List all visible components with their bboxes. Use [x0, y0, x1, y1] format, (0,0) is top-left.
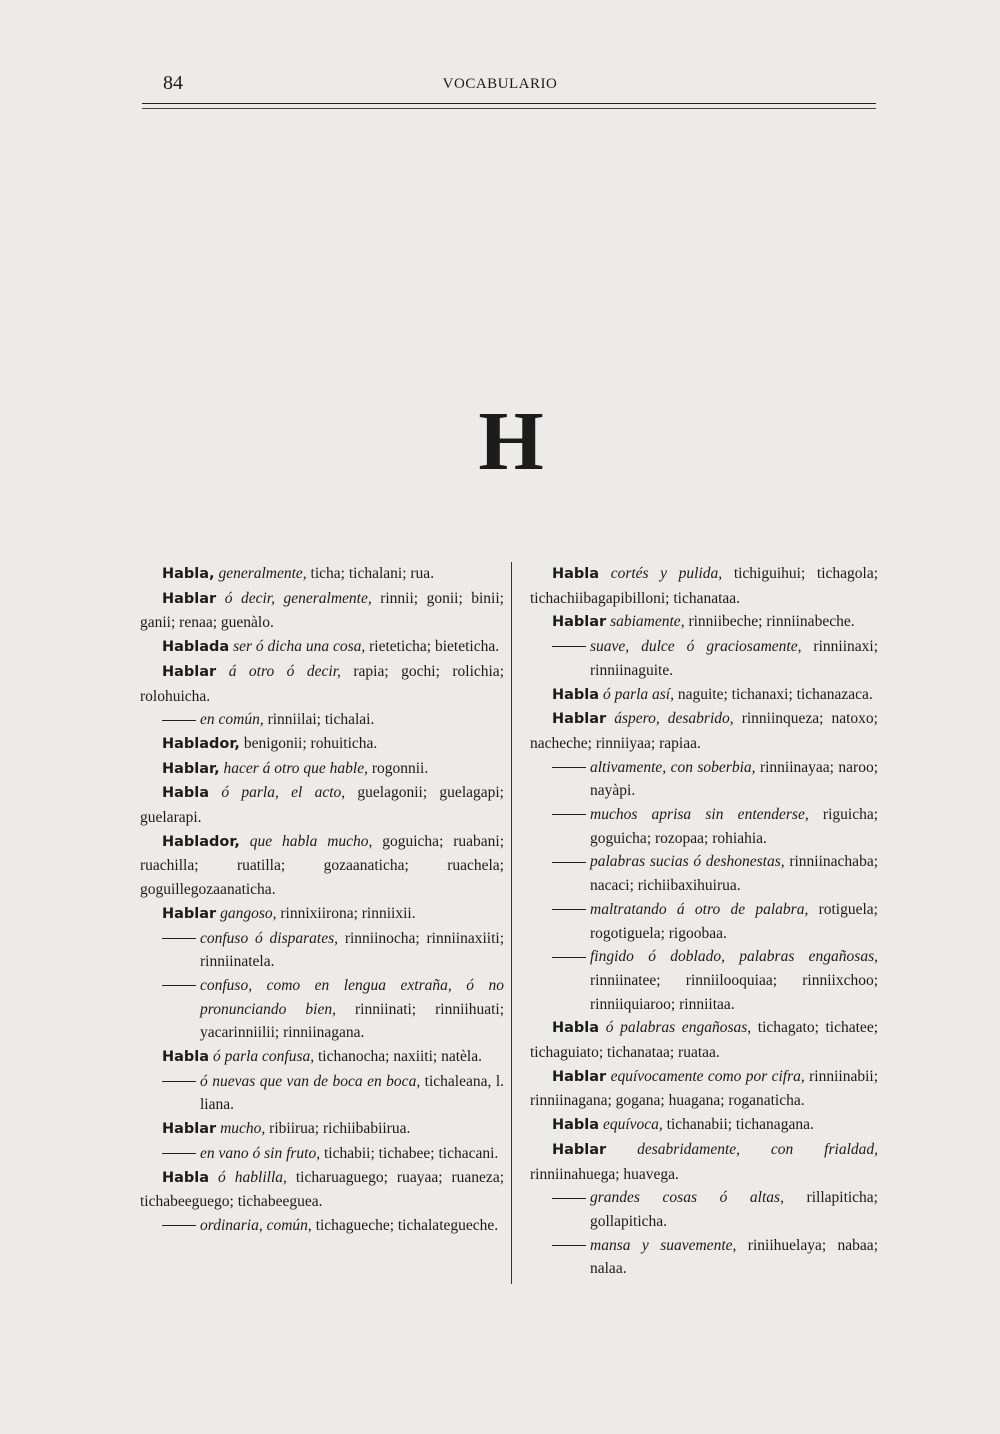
dictionary-entry — [530, 1065, 878, 1113]
repeat-dash — [140, 927, 200, 951]
gloss: ó parla, el acto, — [221, 784, 346, 802]
dictionary-entry — [530, 1113, 878, 1138]
sub-entry-body — [200, 974, 504, 1045]
gloss: grandes cosas ó altas, — [590, 1189, 784, 1207]
headword: Hablar — [162, 1121, 217, 1138]
gloss: que habla mucho, — [249, 832, 373, 850]
repeat-dash — [140, 974, 200, 998]
translation: benigonii; rohuiticha. — [243, 734, 378, 752]
headword: Hablar — [162, 590, 217, 607]
translation: riniihuelaya; nabaa; nalaa. — [590, 1236, 878, 1278]
translation: rinniinocha; rinniinaxiiti; rinniinatela. — [200, 929, 505, 971]
repeat-dash — [530, 756, 590, 780]
gloss: muchos aprisa sin entenderse, — [590, 806, 809, 824]
headword: Habla — [162, 785, 210, 802]
translation: rotiguela; rogotiguela; rigoobaa. — [590, 900, 878, 942]
repeat-dash — [530, 850, 590, 874]
gloss: ó parla así, — [602, 685, 674, 703]
headword: Habla — [552, 1117, 600, 1134]
sub-entry-body — [200, 708, 504, 732]
dictionary-entry — [140, 635, 504, 660]
gloss: maltratando á otro de palabra, — [590, 900, 809, 918]
dictionary-entry — [140, 562, 504, 587]
translation: ticharuaguego; ruayaa; ruaneza; tichabeeguego; tichabeeguea. — [140, 1168, 505, 1211]
dictionary-entry — [140, 1117, 504, 1142]
section-letter: H — [478, 395, 544, 488]
gloss: gangoso, — [220, 904, 277, 922]
translation: rinniinabii; rinniinagana; gogana; huagana; roganaticha. — [530, 1067, 879, 1110]
translation: goguicha; ruabani; ruachilla; ruatilla; gozaanaticha; ruachela; goguillegozaanaticha. — [140, 832, 505, 899]
sub-entry-body — [590, 1234, 878, 1281]
dictionary-entry — [530, 683, 878, 708]
translation: rinniinqueza; natoxo; nacheche; rinniiyaa; rapiaa. — [530, 710, 878, 752]
translation: rinniinatee; rinniilooquiaa; rinniixchoo; rinniiquiaroo; rinniitaa. — [590, 971, 878, 1013]
headword: Habla — [552, 566, 600, 582]
translation: tichanabii; tichanagana. — [666, 1116, 814, 1134]
dictionary-entry — [140, 757, 504, 782]
sub-entry-body — [590, 1186, 878, 1233]
dictionary-entry — [140, 660, 504, 708]
translation: tichagueche; tichalategueche. — [315, 1216, 499, 1234]
sub-entry — [530, 898, 878, 945]
repeat-dash — [530, 945, 590, 969]
left-column — [140, 562, 504, 1238]
dictionary-entry — [530, 562, 878, 610]
translation: tichaleana, l. liana. — [200, 1072, 505, 1114]
gloss: ser ó dicha una cosa, — [233, 638, 366, 656]
gloss: en vano ó sin fruto, — [200, 1144, 321, 1162]
sub-entry — [530, 945, 878, 1016]
translation: ticha; tichalani; rua. — [310, 565, 435, 582]
gloss: ó parla confusa, — [212, 1048, 315, 1066]
translation: rinniinachaba; nacaci; richiibaxihuirua. — [590, 853, 878, 895]
translation: rillapiticha; gollapiticha. — [590, 1189, 878, 1230]
gloss: equívocamente como por cifra, — [610, 1067, 805, 1085]
sub-entry — [140, 974, 504, 1045]
translation: rinniinayaa; naroo; nayàpi. — [590, 758, 878, 800]
sub-entry-body — [200, 1214, 504, 1238]
headword: Hablar — [552, 1068, 607, 1085]
sub-entry-body — [200, 927, 504, 974]
page-number: 84 — [163, 72, 183, 94]
gloss: mucho, — [220, 1120, 266, 1138]
sub-entry-body — [590, 756, 878, 803]
sub-entry-body — [590, 850, 878, 897]
dictionary-entry — [530, 610, 878, 635]
sub-entry-body — [200, 1142, 504, 1166]
translation: guelagonii; guelagapi; guelarapi. — [140, 784, 504, 827]
gloss: ó palabras engañosas, — [605, 1019, 752, 1037]
dictionary-entry — [140, 1166, 504, 1214]
headword: Hablador, — [162, 833, 240, 850]
translation: riguicha; goguicha; rozopaa; rohiahia. — [590, 806, 879, 847]
repeat-dash — [530, 803, 590, 827]
dictionary-entry — [140, 902, 504, 927]
dictionary-entry — [140, 781, 504, 829]
translation: rieteticha; bieteticha. — [369, 638, 500, 656]
translation: tichanocha; naxiiti; natèla. — [318, 1048, 482, 1066]
gloss: equívoca, — [602, 1116, 663, 1134]
sub-entry — [530, 1234, 878, 1281]
gloss: fingido ó doblado, palabras engañosas, — [590, 948, 878, 966]
dictionary-entry — [140, 732, 504, 757]
repeat-dash — [140, 1142, 200, 1166]
headword: Habla — [552, 686, 600, 703]
gloss: ó hablilla, — [218, 1168, 287, 1186]
running-head: VOCABULARIO — [442, 76, 558, 92]
translation: naguite; tichanaxi; tichanazaca. — [677, 685, 873, 703]
headword: Hablar — [552, 614, 607, 631]
translation: rapia; gochi; rolichia; rolohuicha. — [140, 662, 504, 705]
gloss: ordinaria, común, — [200, 1216, 312, 1234]
headword: Habla — [162, 1049, 210, 1066]
sub-entry — [140, 708, 504, 732]
translation: tichabii; tichabee; tichacani. — [324, 1144, 499, 1162]
translation: rinniinati; rinniihuati; yacarinniilii; rinniinagana. — [200, 1000, 504, 1042]
sub-entry — [530, 803, 878, 850]
headword: Hablar, — [162, 760, 220, 777]
gloss: á otro ó decir, — [228, 662, 341, 680]
translation: rinniinahuega; huavega. — [530, 1165, 679, 1183]
translation: rinniibeche; rinniinabeche. — [688, 613, 855, 631]
dictionary-entry — [530, 1016, 878, 1064]
gloss: en común, — [200, 711, 264, 729]
headword: Habla — [552, 1020, 600, 1037]
sub-entry — [530, 635, 878, 682]
gloss: áspero, desabrido, — [614, 710, 734, 728]
headword: Hablar — [552, 1141, 607, 1158]
repeat-dash — [140, 1214, 200, 1238]
gloss: altivamente, con soberbia, — [590, 758, 756, 776]
repeat-dash — [140, 1070, 200, 1094]
sub-entry — [140, 1070, 504, 1117]
headword: Hablar — [162, 905, 217, 922]
sub-entry — [140, 1214, 504, 1238]
right-column — [530, 562, 878, 1281]
header-rule — [142, 103, 876, 104]
sub-entry — [140, 927, 504, 974]
translation: rinnixiirona; rinniixii. — [280, 904, 416, 922]
dictionary-entry — [140, 830, 504, 902]
translation: tichagato; tichatee; tichaguiato; tichanataa; ruataa. — [530, 1019, 878, 1062]
translation: ribiirua; richiibabiirua. — [269, 1120, 411, 1138]
headword: Habla, — [162, 566, 215, 582]
gloss: confuso ó disparates, — [200, 929, 339, 947]
sub-entry-body — [590, 803, 878, 850]
repeat-dash — [140, 708, 200, 732]
dictionary-entry — [530, 1138, 878, 1186]
gloss: ó decir, generalmente, — [224, 589, 372, 607]
gloss: cortés y pulida, — [610, 565, 723, 582]
gloss: confuso, como en lengua extraña, ó no pronunciando bien, — [200, 976, 504, 1018]
column-divider — [511, 562, 512, 1284]
repeat-dash — [530, 1186, 590, 1210]
headword: Hablar — [162, 663, 217, 680]
repeat-dash — [530, 635, 590, 659]
sub-entry — [530, 756, 878, 803]
sub-entry — [530, 850, 878, 897]
headword: Hablador, — [162, 735, 240, 752]
translation: rinniinaxi; rinniinaguite. — [590, 638, 878, 679]
dictionary-entry — [140, 587, 504, 635]
sub-entry-body — [200, 1070, 504, 1117]
gloss: ó nuevas que van de boca en boca, — [200, 1072, 421, 1090]
sub-entry — [530, 1186, 878, 1233]
sub-entry — [140, 1142, 504, 1166]
header-rule-secondary — [142, 108, 876, 109]
gloss: suave, dulce ó graciosamente, — [590, 638, 802, 656]
repeat-dash — [530, 1234, 590, 1258]
sub-entry-body — [590, 635, 878, 682]
repeat-dash — [530, 898, 590, 922]
sub-entry-body — [590, 898, 878, 945]
gloss: mansa y suavemente, — [590, 1236, 737, 1254]
translation: tichiguihui; tichagola; tichachiibagapibilloni; tichanataa. — [530, 565, 879, 607]
dictionary-entry — [530, 707, 878, 755]
gloss: desabridamente, con frialdad, — [637, 1140, 879, 1158]
gloss: palabras sucias ó deshonestas, — [590, 853, 785, 871]
gloss: hacer á otro que hable, — [223, 759, 368, 777]
headword: Hablar — [552, 711, 607, 728]
gloss: generalmente, — [218, 565, 307, 582]
translation: rogonnii. — [371, 759, 429, 777]
sub-entry-body — [590, 945, 878, 1016]
gloss: sabiamente, — [610, 613, 685, 631]
translation: rinniilai; tichalai. — [267, 711, 375, 729]
headword: Habla — [162, 1169, 210, 1186]
headword: Hablada — [162, 639, 230, 656]
dictionary-entry — [140, 1045, 504, 1070]
translation: rinnii; gonii; binii; ganii; renaa; guenàlo. — [140, 589, 504, 632]
